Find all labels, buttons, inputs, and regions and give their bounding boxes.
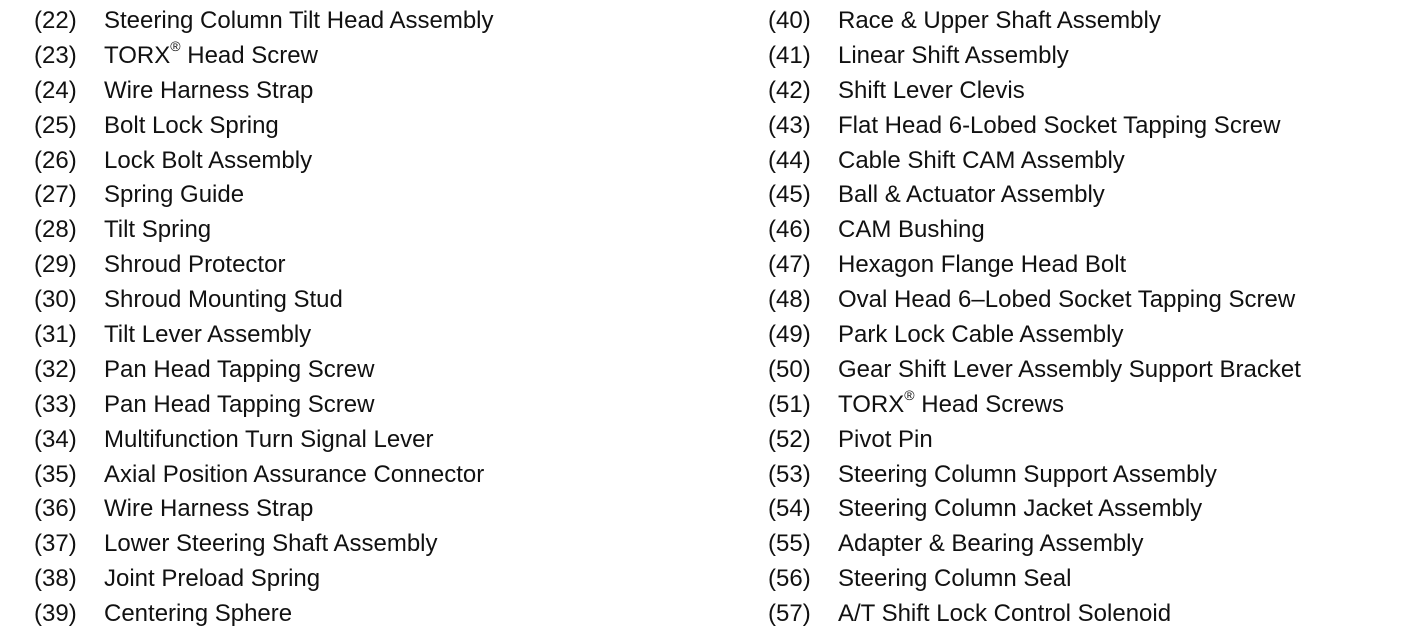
item-label: Steering Column Seal [838,565,1072,593]
list-item [34,4,494,39]
list-item [34,248,494,283]
item-label: Steering Column Jacket Assembly [838,495,1203,523]
item-label: TORX [838,390,905,418]
list-item [768,527,1301,562]
item-number: (49) [768,321,811,349]
item-label: Multifunction Turn Signal Lever [104,425,434,453]
item-number: (29) [34,251,77,279]
list-item [768,39,1301,74]
item-label: Lower Steering Shaft Assembly [104,530,438,558]
item-number: (22) [34,7,77,34]
parts-list-right [768,4,1301,632]
item-number: (40) [768,7,811,34]
list-item [34,562,494,597]
item-label: Tilt Lever Assembly [104,321,312,349]
item-number: (54) [768,495,811,523]
list-item [768,458,1301,493]
list-item [768,144,1301,179]
item-number: (44) [768,146,811,174]
list-item [34,423,494,458]
item-label: Linear Shift Assembly [838,41,1069,69]
list-item [34,318,494,353]
item-label: Steering Column Support Assembly [838,460,1217,488]
list-item [768,388,1301,423]
item-label: Gear Shift Lever Assembly Support Bracket [838,355,1301,383]
item-number: (57) [768,600,811,628]
list-item [34,144,494,179]
item-label-suffix: Head Screw [180,41,318,69]
list-item [768,597,1301,632]
item-number: (24) [34,76,77,104]
list-item [768,74,1301,109]
list-item [768,492,1301,527]
parts-list-left [34,4,494,632]
item-label: Bolt Lock Spring [104,111,279,139]
item-label: Adapter & Bearing Assembly [838,530,1144,558]
item-label: Shroud Mounting Stud [104,286,343,314]
item-label: Wire Harness Strap [104,76,314,104]
list-item [34,492,494,527]
registered-mark: ® [170,37,181,54]
item-label: A/T Shift Lock Control Solenoid [838,600,1172,628]
item-number: (46) [768,216,811,244]
list-item [768,178,1301,213]
item-number: (53) [768,460,811,488]
item-number: (41) [768,41,811,69]
item-number: (43) [768,111,811,139]
list-item [768,318,1301,353]
list-item [768,283,1301,318]
item-number: (48) [768,286,811,314]
item-label: Wire Harness Strap [104,495,314,523]
list-item [768,4,1301,39]
list-item [34,597,494,632]
list-item [768,423,1301,458]
item-label: Centering Sphere [104,600,293,628]
list-item [34,178,494,213]
item-number: (47) [768,251,811,279]
item-label: Ball & Actuator Assembly [838,181,1105,209]
list-item [34,109,494,144]
item-label-group [104,39,318,74]
item-label: Cable Shift CAM Assembly [838,146,1125,174]
list-item [34,388,494,423]
list-item [768,109,1301,144]
list-item [34,213,494,248]
item-label: Lock Bolt Assembly [104,146,313,174]
list-item [768,562,1301,597]
list-item [34,74,494,109]
item-label: Axial Position Assurance Connector [104,460,485,488]
item-label: Shroud Protector [104,251,286,279]
item-number: (37) [34,530,77,558]
item-number: (56) [768,565,811,593]
item-number: (33) [34,390,77,418]
item-label-group [838,388,1064,423]
item-number: (55) [768,530,811,558]
registered-mark: ® [904,386,915,403]
item-label: Tilt Spring [104,216,212,244]
item-label: Race & Upper Shaft Assembly [838,7,1161,34]
item-label: Pivot Pin [838,425,933,453]
item-label: Flat Head 6-Lobed Socket Tapping Screw [838,111,1281,139]
list-item [34,353,494,388]
list-item [768,248,1301,283]
item-label-suffix: Head Screws [914,390,1064,418]
item-label: TORX [104,41,171,69]
item-label: Pan Head Tapping Screw [104,390,375,418]
item-number: (42) [768,76,811,104]
list-item [34,458,494,493]
item-number: (39) [34,600,77,628]
item-label: Steering Column Tilt Head Assembly [104,7,494,34]
item-label: Joint Preload Spring [104,565,321,593]
item-number: (35) [34,460,77,488]
item-number: (36) [34,495,77,523]
item-number: (23) [34,41,77,69]
list-item [34,39,494,74]
item-number: (45) [768,181,811,209]
item-number: (31) [34,321,77,349]
list-item [768,353,1301,388]
item-number: (38) [34,565,77,593]
list-item [34,527,494,562]
item-number: (25) [34,111,77,139]
item-label: Pan Head Tapping Screw [104,355,375,383]
item-number: (26) [34,146,77,174]
item-number: (30) [34,286,77,314]
item-number: (51) [768,390,811,418]
item-number: (34) [34,425,77,453]
item-label: Spring Guide [104,181,245,209]
item-label: Oval Head 6–Lobed Socket Tapping Screw [838,286,1296,314]
list-item [34,283,494,318]
item-label: Park Lock Cable Assembly [838,321,1124,349]
item-number: (27) [34,181,77,209]
item-number: (52) [768,425,811,453]
item-number: (32) [34,355,77,383]
item-label: Hexagon Flange Head Bolt [838,251,1127,279]
item-label: Shift Lever Clevis [838,76,1025,104]
item-number: (28) [34,216,77,244]
item-number: (50) [768,355,811,383]
item-label: CAM Bushing [838,216,985,244]
list-item [768,213,1301,248]
